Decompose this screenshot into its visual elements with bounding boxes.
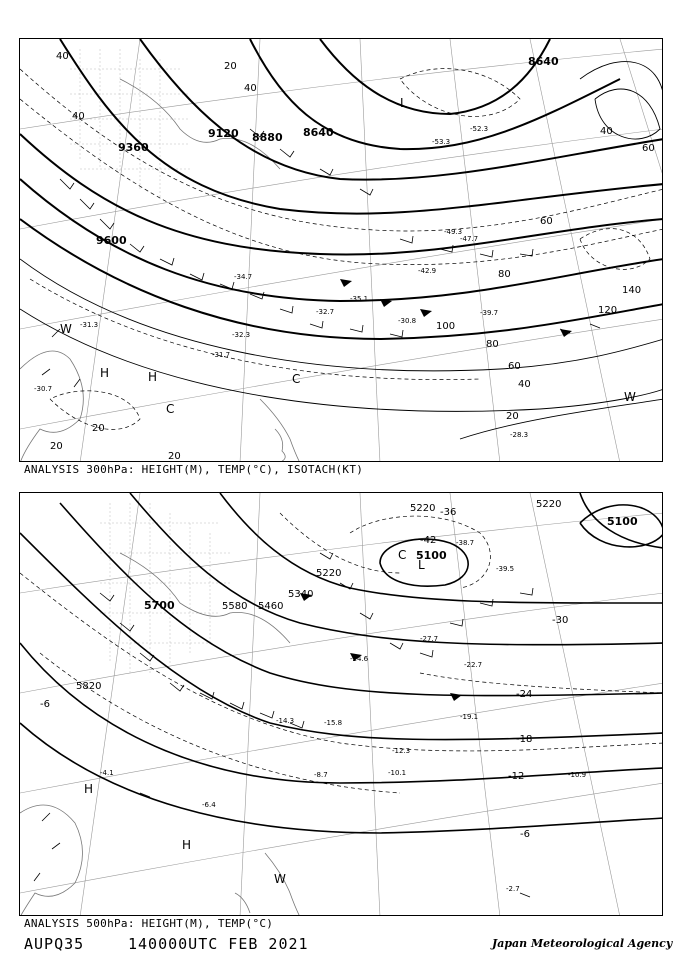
temperature-label: -4.1	[100, 769, 114, 777]
isotherm-label: -36	[440, 507, 457, 518]
isotach-label: 40	[600, 126, 613, 137]
isotach-label: 120	[598, 305, 618, 316]
warm-center-label: W	[60, 322, 72, 336]
temperature-label: -14.3	[276, 717, 295, 725]
temperature-label: -49.3	[444, 228, 463, 236]
temperature-label: -28.3	[510, 431, 529, 439]
valid-time: 140000UTC FEB 2021	[128, 935, 309, 953]
warm-center-label: W	[624, 390, 636, 404]
temperature-label: -6.4	[202, 801, 216, 809]
warm-center-label: W	[274, 872, 286, 886]
height-label: 5700	[144, 599, 175, 612]
cold-center-label: C	[292, 372, 301, 386]
low-center-label: L	[400, 96, 407, 110]
height-label: 5580	[222, 601, 248, 612]
temperature-label: -30.7	[34, 385, 53, 393]
agency-name: Japan Meteorological Agency	[492, 937, 673, 950]
temperature-label: -15.8	[324, 719, 343, 727]
height-label: 5100	[416, 549, 447, 562]
temperature-label: -39.5	[496, 565, 515, 573]
temperature-label: -32.3	[232, 331, 251, 339]
isotherm-label: -42	[420, 535, 437, 546]
height-label: 5220	[316, 568, 342, 579]
temperature-label: -53.3	[432, 138, 451, 146]
low-center-label: L	[418, 558, 425, 572]
isotach-label: 20	[50, 441, 63, 452]
isotach-label: 80	[498, 269, 511, 280]
temperature-label: -39.7	[480, 309, 499, 317]
temperature-label: -19.1	[460, 713, 479, 721]
cold-center-label: C	[398, 548, 407, 562]
isotherms	[20, 69, 663, 430]
height-label: 5460	[258, 601, 284, 612]
high-center-label: H	[148, 370, 158, 384]
temperature-label: -38.7	[456, 539, 475, 547]
isotach-label: 100	[436, 321, 456, 332]
height-label: 5100	[607, 515, 638, 528]
isotach-label: 40	[56, 51, 69, 62]
graticule	[20, 39, 663, 462]
graticule	[20, 493, 663, 916]
temperature-label: -10.1	[388, 769, 407, 777]
height-label: 9600	[96, 234, 127, 247]
high-center-label: H	[182, 838, 192, 852]
map-500hpa-canvas	[20, 493, 663, 916]
isotach-label: 60	[642, 143, 655, 154]
temperature-label: -47.7	[460, 235, 479, 243]
high-center-label: H	[84, 782, 94, 796]
temperature-label: -10.9	[568, 771, 587, 779]
isotherm-label: -18	[516, 734, 533, 745]
isotherm-label: -24	[516, 689, 533, 700]
height-label: 9120	[208, 127, 239, 140]
product-code: AUPQ35	[24, 935, 85, 953]
wind-flags	[340, 279, 572, 337]
map-300hpa	[19, 38, 663, 462]
temperature-label: -24.6	[350, 655, 369, 663]
temperature-label: -31.7	[212, 351, 231, 359]
isotach-label: 20	[224, 61, 237, 72]
height-label: 9360	[118, 141, 149, 154]
temperature-label: -32.7	[316, 308, 335, 316]
map-500hpa-caption: ANALYSIS 500hPa: HEIGHT(M), TEMP(°C)	[24, 917, 274, 930]
isotach-label: 80	[486, 339, 499, 350]
height-label: 5820	[76, 681, 102, 692]
isotach-label: 140	[622, 285, 642, 296]
high-center-label: H	[100, 366, 110, 380]
isotherms	[20, 513, 663, 793]
isotach-label: 40	[244, 83, 257, 94]
height-label: 8640	[528, 55, 559, 68]
isotherm-label: -30	[552, 615, 569, 626]
map-500hpa	[19, 492, 663, 916]
isotach-label: 60	[508, 361, 521, 372]
temperature-label: -8.7	[314, 771, 328, 779]
temperature-label: -12.3	[392, 747, 411, 755]
isotherm-label: -6	[40, 699, 50, 710]
isotach-label: 20	[92, 423, 105, 434]
isotach-label: 20	[506, 411, 519, 422]
cold-center-label: C	[166, 402, 175, 416]
isotherm-label: -6	[520, 829, 530, 840]
temperature-label: -52.3	[470, 125, 489, 133]
height-contours	[20, 493, 663, 833]
isotach-label: 40	[72, 111, 85, 122]
height-label: 5220	[410, 503, 436, 514]
temperature-label: -2.7	[506, 885, 520, 893]
temperature-label: -22.7	[464, 661, 483, 669]
isotach-label: 40	[518, 379, 531, 390]
terrain-grid	[70, 49, 190, 199]
map-300hpa-caption: ANALYSIS 300hPa: HEIGHT(M), TEMP(°C), ISOTACH(KT)	[24, 463, 364, 476]
temperature-label: -27.7	[420, 635, 439, 643]
temperature-label: -42.9	[418, 267, 437, 275]
isotherm-label: -12	[508, 771, 525, 782]
height-label: 8880	[252, 131, 283, 144]
temperature-label: -34.7	[234, 273, 253, 281]
map-300hpa-canvas	[20, 39, 663, 462]
temperature-label: -31.3	[80, 321, 99, 329]
isotach-label: 60	[540, 216, 553, 227]
height-label: 5220	[536, 499, 562, 510]
isotach-label: 20	[168, 451, 181, 462]
temperature-label: -30.8	[398, 317, 417, 325]
terrain-grid	[100, 503, 230, 673]
temperature-label: -35.1	[350, 295, 369, 303]
height-label: 5340	[288, 589, 314, 600]
height-label: 8640	[303, 126, 334, 139]
